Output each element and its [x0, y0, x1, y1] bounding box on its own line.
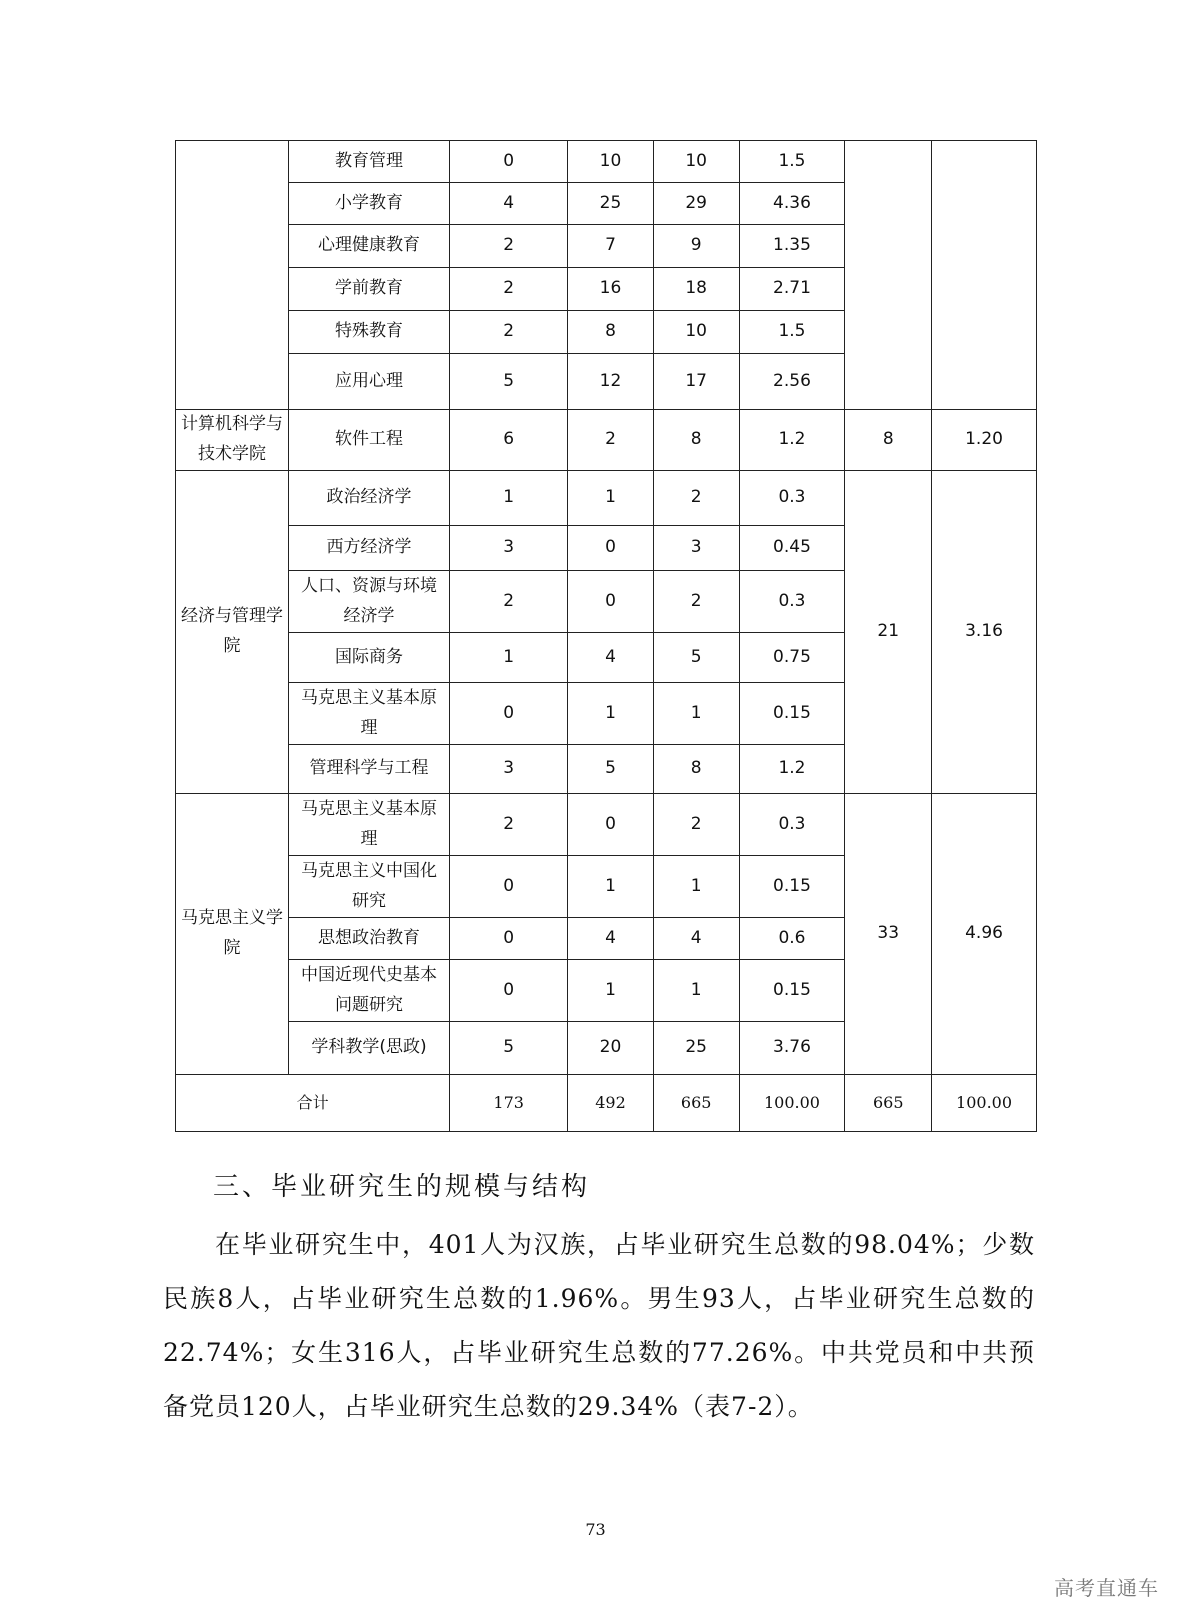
value-cell: 0 — [450, 856, 568, 918]
value-cell: 3 — [653, 526, 739, 571]
percent-cell: 1.5 — [739, 141, 845, 183]
total-college-percent-cell: 100.00 — [932, 1075, 1037, 1132]
watermark-text: 高考直通车 — [1054, 1576, 1159, 1600]
major-cell: 国际商务 — [288, 633, 449, 683]
value-cell: 2 — [450, 311, 568, 354]
total-label: 合计 — [176, 1075, 450, 1132]
value-cell: 5 — [568, 745, 654, 794]
value-cell: 1 — [568, 471, 654, 526]
value-cell: 2 — [568, 410, 654, 471]
value-cell: 10 — [653, 311, 739, 354]
value-cell: 2 — [653, 471, 739, 526]
value-cell: 1 — [450, 633, 568, 683]
percent-cell: 0.3 — [739, 471, 845, 526]
value-cell: 12 — [568, 354, 654, 410]
percent-cell: 0.15 — [739, 856, 845, 918]
table-row — [176, 410, 1037, 471]
table-row — [176, 471, 1037, 526]
major-cell: 马克思主义中国化研究 — [288, 856, 449, 918]
total-value-cell: 492 — [568, 1075, 654, 1132]
value-cell: 7 — [568, 225, 654, 268]
value-cell: 1 — [450, 471, 568, 526]
percent-cell: 0.15 — [739, 683, 845, 745]
college-percent-cell: 3.16 — [932, 471, 1037, 794]
percent-cell: 0.3 — [739, 794, 845, 856]
college-percent-cell: 1.20 — [932, 410, 1037, 471]
value-cell: 2 — [653, 571, 739, 633]
table-total-row — [176, 1075, 1037, 1132]
major-cell: 思想政治教育 — [288, 918, 449, 960]
value-cell: 2 — [450, 268, 568, 311]
section-heading: 三、毕业研究生的规模与结构 — [213, 1172, 591, 1202]
value-cell: 1 — [568, 960, 654, 1022]
total-percent-cell: 100.00 — [739, 1075, 845, 1132]
value-cell: 1 — [653, 960, 739, 1022]
value-cell: 20 — [568, 1022, 654, 1075]
value-cell: 4 — [450, 183, 568, 225]
total-value-cell: 665 — [653, 1075, 739, 1132]
value-cell: 18 — [653, 268, 739, 311]
value-cell: 2 — [653, 794, 739, 856]
percent-cell: 0.45 — [739, 526, 845, 571]
major-cell: 教育管理 — [288, 141, 449, 183]
value-cell: 25 — [568, 183, 654, 225]
value-cell: 5 — [653, 633, 739, 683]
value-cell: 25 — [653, 1022, 739, 1075]
value-cell: 8 — [653, 410, 739, 471]
body-paragraph: 在毕业研究生中，401人为汉族，占毕业研究生总数的98.04%；少数民族8人，占毕业研究生总数的1.96%。男生93人，占毕业研究生总数的22.74%；女生316人，占毕业研究生总数的77.26%。中共党员和中共预备党员120人，占毕业研究生总数的29.34%（表7-2）。 — [163, 1230, 1035, 1421]
value-cell: 10 — [568, 141, 654, 183]
value-cell: 10 — [653, 141, 739, 183]
value-cell: 29 — [653, 183, 739, 225]
value-cell: 17 — [653, 354, 739, 410]
value-cell: 4 — [568, 633, 654, 683]
value-cell: 5 — [450, 1022, 568, 1075]
major-cell: 心理健康教育 — [288, 225, 449, 268]
value-cell: 1 — [568, 856, 654, 918]
major-cell: 学前教育 — [288, 268, 449, 311]
value-cell: 0 — [568, 571, 654, 633]
value-cell: 2 — [450, 794, 568, 856]
major-cell: 马克思主义基本原理 — [288, 683, 449, 745]
total-college-total-cell: 665 — [845, 1075, 932, 1132]
value-cell: 16 — [568, 268, 654, 311]
major-cell: 人口、资源与环境经济学 — [288, 571, 449, 633]
value-cell: 9 — [653, 225, 739, 268]
value-cell: 3 — [450, 745, 568, 794]
total-value-cell: 173 — [450, 1075, 568, 1132]
percent-cell: 1.5 — [739, 311, 845, 354]
value-cell: 0 — [450, 141, 568, 183]
major-cell: 小学教育 — [288, 183, 449, 225]
major-cell: 学科教学(思政) — [288, 1022, 449, 1075]
college-percent-cell — [932, 141, 1037, 410]
value-cell: 4 — [653, 918, 739, 960]
major-cell: 西方经济学 — [288, 526, 449, 571]
college-total-cell: 8 — [845, 410, 932, 471]
percent-cell: 1.2 — [739, 410, 845, 471]
percent-cell: 1.2 — [739, 745, 845, 794]
value-cell: 1 — [568, 683, 654, 745]
college-cell: 计算机科学与技术学院 — [176, 410, 289, 471]
percent-cell: 4.36 — [739, 183, 845, 225]
college-total-cell: 33 — [845, 794, 932, 1075]
value-cell: 2 — [450, 571, 568, 633]
college-total-cell — [845, 141, 932, 410]
major-cell: 马克思主义基本原理 — [288, 794, 449, 856]
major-cell: 特殊教育 — [288, 311, 449, 354]
college-cell: 马克思主义学院 — [176, 794, 289, 1075]
college-cell — [176, 141, 289, 410]
percent-cell: 3.76 — [739, 1022, 845, 1075]
percent-cell: 0.75 — [739, 633, 845, 683]
value-cell: 5 — [450, 354, 568, 410]
percent-cell: 2.71 — [739, 268, 845, 311]
graduate-statistics-table — [175, 140, 1037, 1132]
percent-cell: 0.3 — [739, 571, 845, 633]
value-cell: 4 — [568, 918, 654, 960]
value-cell: 8 — [653, 745, 739, 794]
value-cell: 0 — [450, 960, 568, 1022]
value-cell: 1 — [653, 856, 739, 918]
value-cell: 1 — [653, 683, 739, 745]
percent-cell: 1.35 — [739, 225, 845, 268]
percent-cell: 0.15 — [739, 960, 845, 1022]
college-percent-cell: 4.96 — [932, 794, 1037, 1075]
value-cell: 0 — [450, 683, 568, 745]
table-row — [176, 141, 1037, 183]
value-cell: 0 — [568, 526, 654, 571]
value-cell: 2 — [450, 225, 568, 268]
major-cell: 政治经济学 — [288, 471, 449, 526]
percent-cell: 2.56 — [739, 354, 845, 410]
page-number: 73 — [585, 1520, 606, 1539]
college-cell: 经济与管理学院 — [176, 471, 289, 794]
value-cell: 8 — [568, 311, 654, 354]
major-cell: 管理科学与工程 — [288, 745, 449, 794]
value-cell: 0 — [450, 918, 568, 960]
percent-cell: 0.6 — [739, 918, 845, 960]
value-cell: 0 — [568, 794, 654, 856]
major-cell: 中国近现代史基本问题研究 — [288, 960, 449, 1022]
value-cell: 3 — [450, 526, 568, 571]
major-cell: 应用心理 — [288, 354, 449, 410]
value-cell: 6 — [450, 410, 568, 471]
table-row — [176, 794, 1037, 856]
major-cell: 软件工程 — [288, 410, 449, 471]
college-total-cell: 21 — [845, 471, 932, 794]
